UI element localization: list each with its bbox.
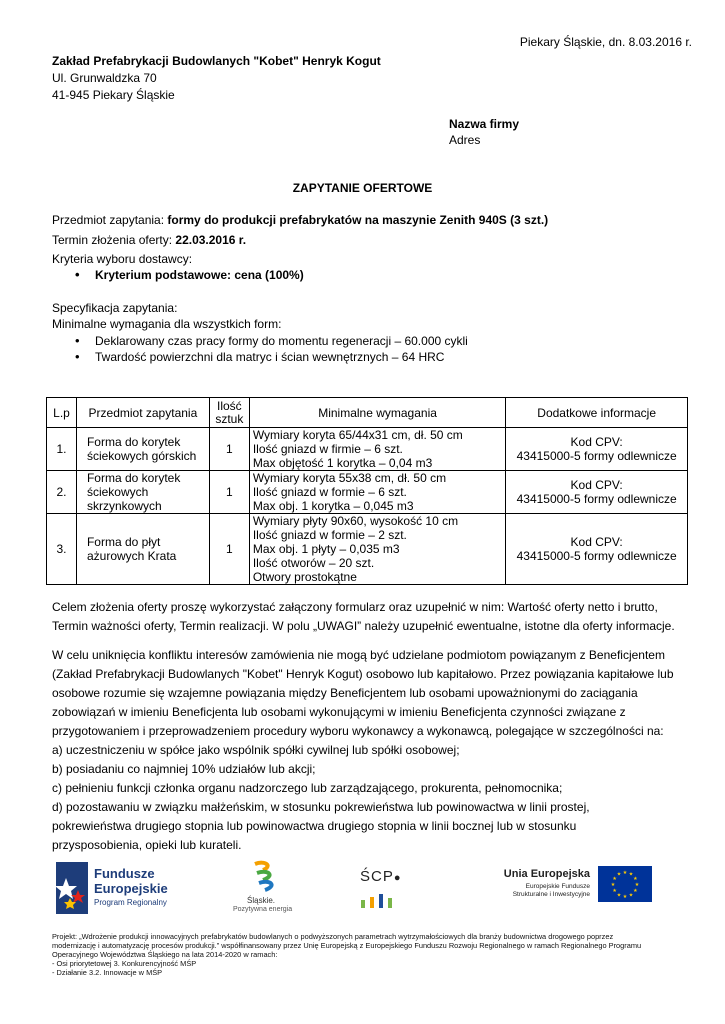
cell-req-line: Ilość otworów – 20 szt. bbox=[252, 556, 375, 570]
cell-info-line: 43415000-5 formy odlewnicze bbox=[516, 492, 677, 506]
cell-item bbox=[76, 428, 209, 471]
cell-req-line: Wymiary koryta 55x38 cm, dł. 50 cm bbox=[252, 471, 447, 485]
paragraph-line: (Zakład Prefabrykacji Budowlanych "Kobet" Henryk Kogut) osobowo lub kapitałowo. Przez powiązania kapitałowe lub bbox=[52, 667, 674, 681]
svg-text:★: ★ bbox=[610, 882, 616, 888]
min-req-label: Minimalne wymagania dla wszystkich form: bbox=[52, 317, 282, 331]
footer-line: - Osi priorytetowej 3. Konkurencyjność MŚP bbox=[52, 959, 197, 968]
spec-table bbox=[46, 397, 688, 585]
sender-city: 41-945 Piekary Śląskie bbox=[52, 88, 175, 102]
table-row bbox=[47, 428, 688, 471]
scp-text: ŚCP● bbox=[360, 868, 402, 885]
eu-line1: Unia Europejska bbox=[503, 868, 590, 880]
cell-info-line: Kod CPV: bbox=[570, 435, 623, 449]
scp-bars-icon bbox=[361, 894, 401, 908]
paragraph-line: W celu uniknięcia konfliktu interesów zamówienia nie mogą być udzielane podmiotom powiązanym z Beneficjentem bbox=[52, 648, 665, 662]
cell-req-line: Otwory prostokątne bbox=[252, 570, 357, 584]
recipient-name: Nazwa firmy bbox=[449, 117, 520, 131]
cell-info-line: 43415000-5 formy odlewnicze bbox=[516, 449, 677, 463]
footer-line: - Działanie 3.2. Innowacje w MŚP bbox=[52, 968, 163, 977]
footer-line: Operacyjnego Województwa Śląskiego na lata 2014-2020 w ramach: bbox=[52, 950, 278, 959]
eu-logo bbox=[496, 866, 656, 906]
cell-req-line: Max objętość 1 korytka – 0,04 m3 bbox=[252, 456, 433, 470]
cell-lp: 2. bbox=[47, 471, 77, 514]
criteria-label: Kryteria wyboru dostawcy: bbox=[52, 252, 193, 266]
svg-text:★: ★ bbox=[622, 870, 628, 876]
cell-req-line: Wymiary koryta 65/44x31 cm, dł. 50 cm bbox=[252, 428, 463, 442]
cell-item-line: skrzynkowych bbox=[86, 499, 162, 513]
slaskie-wave-icon bbox=[247, 858, 283, 894]
table-row bbox=[47, 471, 688, 514]
svg-text:★: ★ bbox=[622, 894, 628, 900]
spec-label: Specyfikacja zapytania: bbox=[52, 301, 178, 315]
deadline-line bbox=[52, 233, 246, 247]
cell-item-line: ściekowych górskich bbox=[86, 449, 197, 463]
svg-text:★: ★ bbox=[612, 888, 617, 894]
paragraph-line: zobowiązań w imieniu Beneficjenta lub osobami wykonującymi w imieniu Beneficjenta czynności związane z bbox=[52, 705, 626, 719]
subject-value: formy do produkcji prefabrykatów na maszynie Zenith 940S (3 szt.) bbox=[167, 213, 549, 227]
cell-req-line: Ilość gniazd w formie – 6 szt. bbox=[252, 485, 407, 499]
instructions-paragraph bbox=[52, 598, 692, 636]
paragraph-line: przygotowaniem i przeprowadzeniem procedury wyboru wykonawcy a wykonawcą, polegające w szczególności na: bbox=[52, 724, 664, 738]
cell-item-line: ażurowych Krata bbox=[86, 549, 177, 563]
eu-line2: Europejskie Fundusze bbox=[525, 883, 590, 890]
svg-text:★: ★ bbox=[633, 876, 638, 882]
eu-flag-icon bbox=[598, 866, 652, 902]
cell-item-line: Forma do płyt bbox=[86, 535, 161, 549]
cell-req-line: Ilość gniazd w formie – 2 szt. bbox=[252, 528, 407, 542]
eu-line3: Strukturalne i Inwestycyjne bbox=[512, 891, 590, 898]
cell-req-line: Wymiary płyty 90x60, wysokość 10 cm bbox=[252, 514, 459, 528]
cell-lp: 3. bbox=[47, 514, 77, 585]
sender-street: Ul. Grunwaldzka 70 bbox=[52, 71, 157, 85]
paragraph-line: Celem złożenia oferty proszę wykorzystać załączony formularz oraz uzupełnić w nim: Wartość oferty netto i brutto, bbox=[52, 600, 658, 614]
header-requirements: Minimalne wymagania bbox=[249, 398, 505, 428]
svg-text:★: ★ bbox=[633, 888, 638, 894]
paragraph-line: c) pełnieniu funkcji członka organu nadzorczego lub zarządzającego, prokurenta, pełnomocnika; bbox=[52, 781, 563, 795]
footer-line: modernizację i automatyzację procesów produkcji.” współfinansowany przez Unię Europejską z Europejskiego Funduszu Rozwoju Regionalnego w ramach Regionalnego Programu bbox=[52, 941, 642, 950]
min-req-item: • Deklarowany czas pracy formy do momentu regeneracji – 60.000 cykli bbox=[95, 334, 468, 348]
subject-label: Przedmiot zapytania: bbox=[52, 213, 168, 227]
paragraph-line: a) uczestniczeniu w spółce jako wspólnik spółki cywilnej lub spółki osobowej; bbox=[52, 743, 460, 757]
header-item: Przedmiot zapytania bbox=[76, 398, 209, 428]
criteria-item: • Kryterium podstawowe: cena (100%) bbox=[95, 268, 304, 282]
cell-item-line: Forma do korytek bbox=[86, 435, 181, 449]
paragraph-line: Termin ważności oferty, Termin realizacji. W polu „UWAGI” należy uzupełnić ewentualne, istotne dla oferty informacje. bbox=[52, 619, 675, 633]
cell-info bbox=[506, 428, 688, 471]
paragraph-line: przysposobienia, opieki lub kurateli. bbox=[52, 838, 242, 852]
cell-item bbox=[76, 514, 209, 585]
header-info: Dodatkowe informacje bbox=[506, 398, 688, 428]
sender-name: Zakład Prefabrykacji Budowlanych "Kobet" Henryk Kogut bbox=[52, 54, 381, 68]
table-row bbox=[47, 514, 688, 585]
slaskie-line1: Śląskie. bbox=[247, 896, 276, 905]
deadline-label: Termin złożenia oferty: bbox=[52, 233, 176, 247]
cell-item-line: Forma do korytek bbox=[86, 471, 181, 485]
cell-item bbox=[76, 471, 209, 514]
svg-text:★: ★ bbox=[634, 882, 640, 888]
cell-req-line: Ilość gniazd w firmie – 6 szt. bbox=[252, 442, 403, 456]
cell-item-line: ściekowych bbox=[86, 485, 149, 499]
cell-qty: 1 bbox=[209, 514, 249, 585]
fundusze-europejskie-logo bbox=[56, 860, 196, 916]
svg-text:★: ★ bbox=[628, 892, 634, 899]
slaskie-line2: Pozytywna energia bbox=[233, 906, 293, 913]
deadline-value: 22.03.2016 r. bbox=[175, 233, 247, 247]
cell-qty: 1 bbox=[209, 471, 249, 514]
header-qty bbox=[209, 398, 249, 428]
footer-line: Projekt: „Wdrożenie produkcji innowacyjnych prefabrykatów budowlanych o podwyższonych parametrach wytrzymałościowych dla branży budownictwa drogowego poprzez bbox=[52, 932, 614, 941]
cell-info-line: Kod CPV: bbox=[570, 535, 623, 549]
paragraph-line: osobowe rozumie się wzajemne powiązania między Beneficjentem lub osobami upoważnionymi do zaciągania bbox=[52, 686, 638, 700]
header-qty-label: Ilość sztuk bbox=[215, 398, 244, 426]
subject-line bbox=[52, 213, 548, 227]
svg-text:★: ★ bbox=[616, 871, 622, 878]
header-lp: L.p bbox=[47, 398, 77, 428]
scp-label: ŚCP bbox=[360, 868, 394, 885]
svg-text:★: ★ bbox=[616, 892, 622, 899]
table-header-row bbox=[47, 398, 688, 428]
fe-star-icon bbox=[56, 862, 88, 914]
cell-info bbox=[506, 471, 688, 514]
cell-requirements bbox=[249, 471, 505, 514]
fe-line3: Program Regionalny bbox=[94, 898, 167, 907]
svg-text:★: ★ bbox=[628, 871, 634, 878]
fe-line1: Fundusze bbox=[94, 866, 155, 881]
cell-info bbox=[506, 514, 688, 585]
cell-qty: 1 bbox=[209, 428, 249, 471]
document-title: ZAPYTANIE OFERTOWE bbox=[292, 181, 433, 195]
conflict-paragraph bbox=[52, 646, 692, 855]
cell-requirements bbox=[249, 428, 505, 471]
cell-req-line: Max obj. 1 płyty – 0,035 m3 bbox=[252, 542, 400, 556]
scp-logo bbox=[360, 868, 410, 912]
cell-req-line: Max obj. 1 korytka – 0,045 m3 bbox=[252, 499, 414, 513]
paragraph-line: d) pozostawaniu w związku małżeńskim, w stosunku pokrewieństwa lub powinowactwa w linii prostej, bbox=[52, 800, 590, 814]
project-footer bbox=[52, 932, 697, 977]
slaskie-logo bbox=[230, 858, 300, 918]
paragraph-line: pokrewieństwa drugiego stopnia lub powinowactwa drugiego stopnia w linii bocznej lub w stosunku bbox=[52, 819, 577, 833]
cell-lp: 1. bbox=[47, 428, 77, 471]
place-date: Piekary Śląskie, dn. 8.03.2016 r. bbox=[519, 35, 692, 49]
cell-info-line: 43415000-5 formy odlewnicze bbox=[516, 549, 677, 563]
paragraph-line: b) posiadaniu co najmniej 10% udziałów lub akcji; bbox=[52, 762, 316, 776]
cell-requirements bbox=[249, 514, 505, 585]
recipient-address: Adres bbox=[449, 133, 481, 147]
min-req-item: • Twardość powierzchni dla matryc i ścian wewnętrznych – 64 HRC bbox=[95, 350, 444, 364]
cell-info-line: Kod CPV: bbox=[570, 478, 623, 492]
svg-text:★: ★ bbox=[612, 876, 617, 882]
fe-line2: Europejskie bbox=[94, 881, 168, 896]
